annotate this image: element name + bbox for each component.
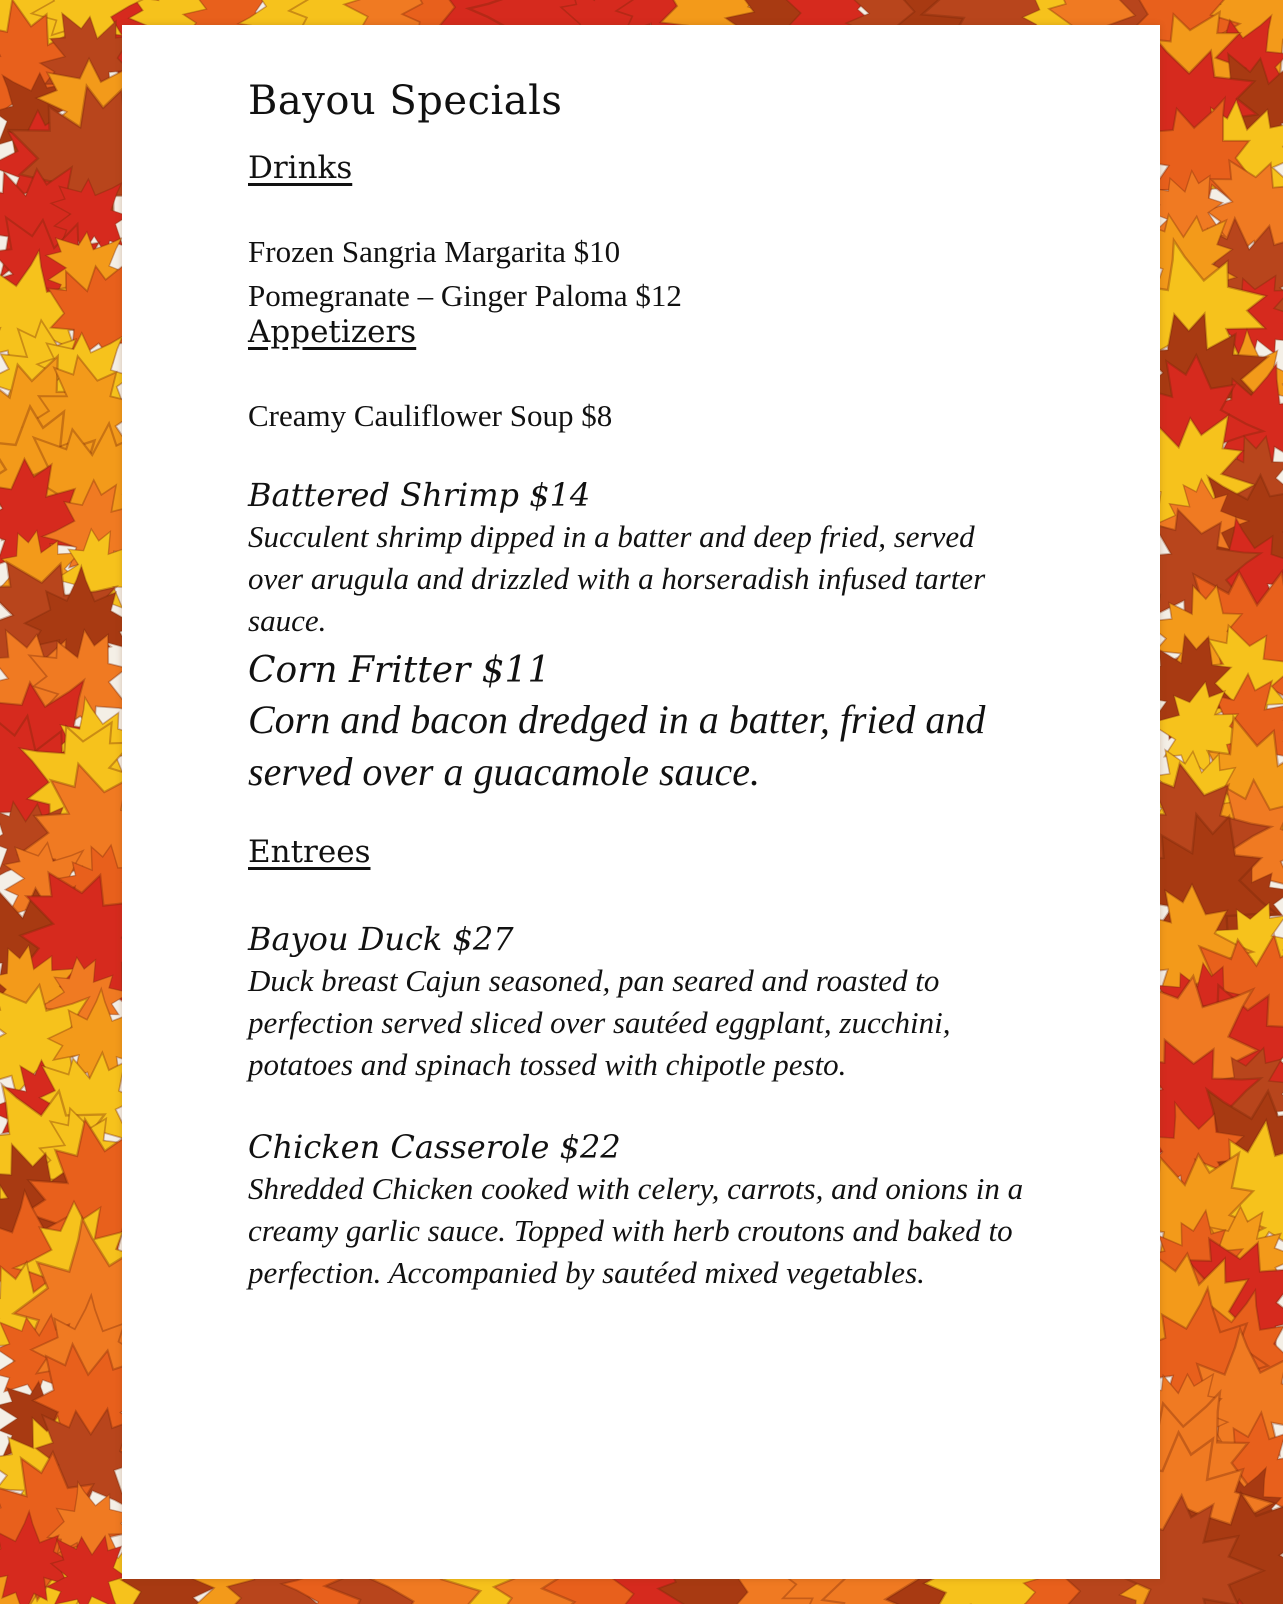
entree-description: Shredded Chicken cooked with celery, carrots, and onions in a creamy garlic sauce. Topped with herb croutons and baked to perfection. Accompanied by sautéed mixed vegetables. [248,1171,1024,1290]
section-heading-entrees: Entrees [248,834,371,870]
entree-name: Chicken Casserole $22 [248,1128,621,1166]
menu-title: Bayou Specials [248,78,563,124]
section-heading-drinks: Drinks [248,150,353,186]
drink-item: Frozen Sangria Margarita $10 [248,234,621,269]
appetizer-description: Corn and bacon dredged in a batter, fried and served over a guacamole sauce. [248,697,986,794]
entree-name: Bayou Duck $27 [248,920,514,958]
appetizer-name: Battered Shrimp $14 [248,476,591,514]
drink-item: Pomegranate – Ginger Paloma $12 [248,278,682,313]
section-heading-appetizers: Appetizers [248,314,417,350]
entree-description: Duck breast Cajun seasoned, pan seared and roasted to perfection served sliced over sautéed eggplant, zucchini, potatoes and spinach tossed with chipotle pesto. [248,963,951,1082]
appetizer-description: Succulent shrimp dipped in a batter and deep fried, served over arugula and drizzled with a horseradish infused tarter sauce. [248,519,986,638]
appetizer-soup: Creamy Cauliflower Soup $8 [248,398,613,433]
appetizer-name: Corn Fritter $11 [248,650,551,691]
menu-content [248,78,1078,1294]
